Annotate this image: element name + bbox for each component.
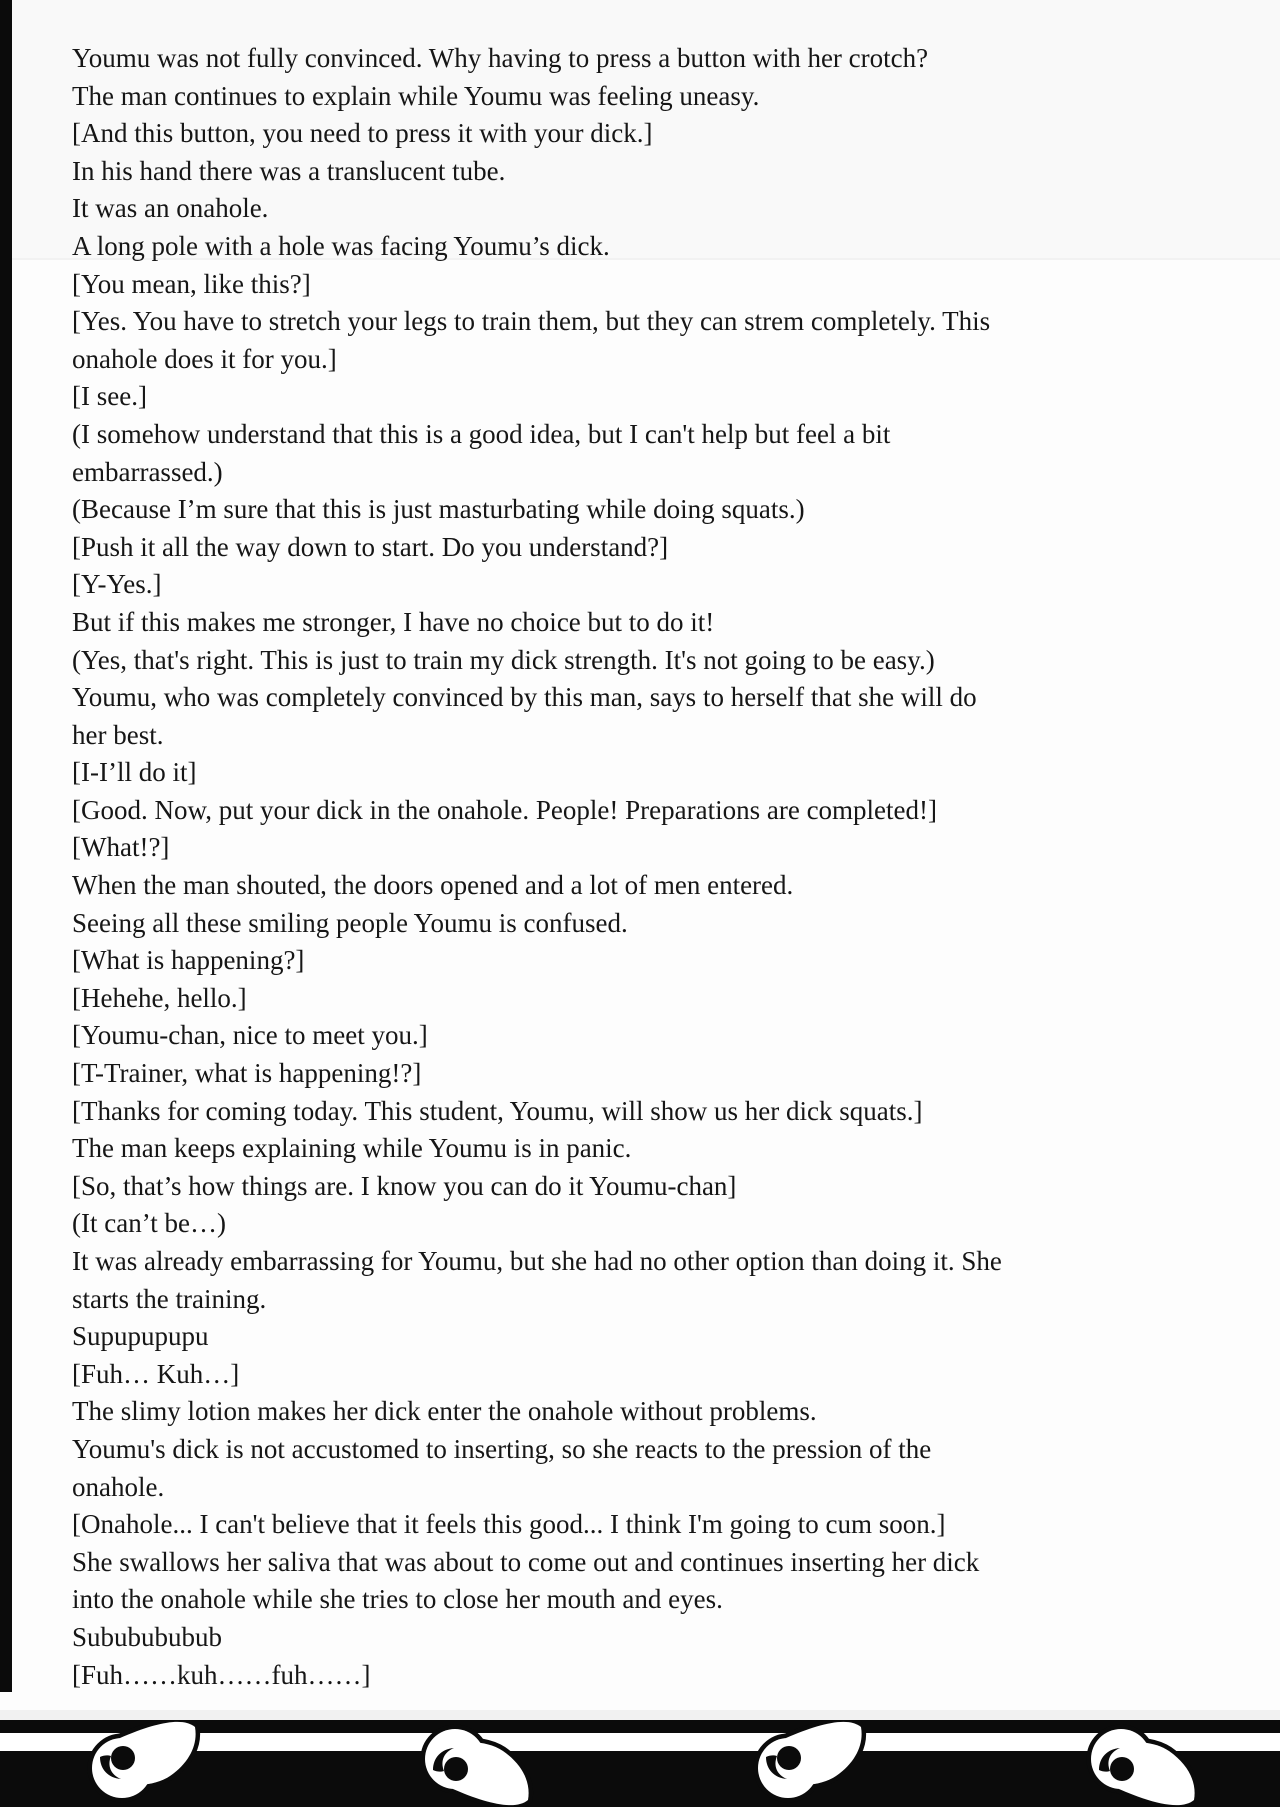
story-line: The man keeps explaining while Youmu is in panic. [72,1133,632,1164]
story-line: It was an onahole. [72,193,269,224]
story-line: Supupupupu [72,1321,209,1352]
footer-wave-border [0,1720,1280,1807]
story-line: [You mean, like this?] [72,268,311,299]
story-line: [What!?] [72,832,170,863]
scan-shading-above-band [0,1710,1280,1720]
story-line: onahole. [72,1471,165,1502]
story-line: embarrassed.) [72,456,223,487]
story-line: [Thanks for coming today. This student, Youmu, will show us her dick squats.] [72,1095,923,1126]
story-line: [So, that’s how things are. I know you can do it Youmu-chan] [72,1170,737,1201]
story-line: When the man shouted, the doors opened and a lot of men entered. [72,870,794,901]
story-text [72,40,1212,1694]
story-line: [I-I’ll do it] [72,757,197,788]
story-line: The slimy lotion makes her dick enter the onahole without problems. [72,1396,817,1427]
story-line: (Because I’m sure that this is just masturbating while doing squats.) [72,494,805,525]
story-line: [Fuh… Kuh…] [72,1358,240,1389]
story-line: Youmu was not fully convinced. Why having to press a button with her crotch? [72,43,929,73]
story-line: [Youmu-chan, nice to meet you.] [72,1020,428,1051]
story-line: starts the training. [72,1283,267,1314]
story-line: her best. [72,719,164,750]
story-line: [Y-Yes.] [72,569,162,600]
story-line: (It can’t be…) [72,1208,226,1239]
story-line: [Fuh……kuh……fuh……] [72,1659,371,1690]
story-line: [Push it all the way down to start. Do you understand?] [72,531,669,562]
story-line: into the onahole while she tries to close her mouth and eyes. [72,1584,723,1615]
story-line: [T-Trainer, what is happening!?] [72,1058,422,1089]
story-line: [I see.] [72,381,147,412]
story-line: onahole does it for you.] [72,343,337,374]
story-line: Seeing all these smiling people Youmu is confused. [72,907,628,938]
story-line: A long pole with a hole was facing Youmu’s dick. [72,230,610,261]
story-line: It was already embarrassing for Youmu, but she had no other option than doing it. She [72,1246,1002,1276]
story-line: [What is happening?] [72,945,305,976]
story-line: (Yes, that's right. This is just to train my dick strength. It's not going to be easy.) [72,644,935,675]
wave-border-graphic [0,1720,1280,1807]
left-edge-bar [0,0,12,1692]
story-line: [Onahole... I can't believe that it feels this good... I think I'm going to cum soon.] [72,1509,946,1540]
story-line: [Good. Now, put your dick in the onahole. People! Preparations are completed!] [72,794,938,825]
story-line: (I somehow understand that this is a good idea, but I can't help but feel a bit [72,418,891,449]
story-line: Youmu, who was completely convinced by this man, says to herself that she will do [72,682,977,713]
story-line: In his hand there was a translucent tube. [72,155,506,186]
story-line: She swallows her saliva that was about to come out and continues inserting her dick [72,1546,980,1577]
story-line: Youmu's dick is not accustomed to inserting, so she reacts to the pression of the [72,1433,932,1464]
story-line: [And this button, you need to press it with your dick.] [72,118,653,149]
story-line: [Yes. You have to stretch your legs to train them, but they can strem completely. This [72,306,991,337]
story-line: Sububububub [72,1621,223,1652]
story-line: [Hehehe, hello.] [72,982,247,1013]
story-line: The man continues to explain while Youmu was feeling uneasy. [72,80,760,111]
story-line: But if this makes me stronger, I have no choice but to do it! [72,606,715,637]
